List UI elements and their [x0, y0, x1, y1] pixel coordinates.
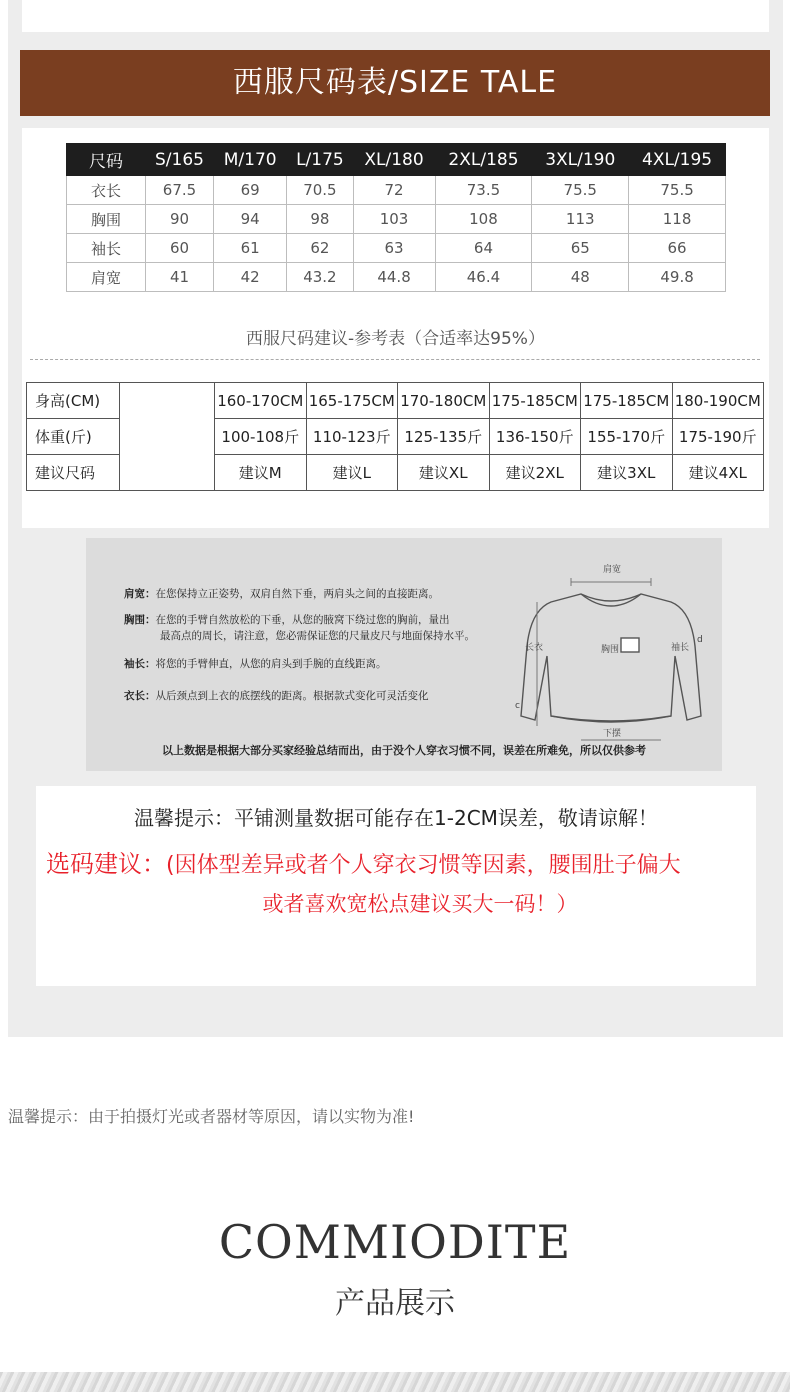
- table-cell: 60: [146, 234, 214, 263]
- row-label: 衣长: [67, 176, 146, 205]
- table-cell: 46.4: [435, 263, 532, 292]
- tip-size-advice-body: (因体型差异或者个人穿衣习惯等因素，腰围肚子偏大: [166, 853, 681, 878]
- table-row: [67, 205, 726, 234]
- label-c: c: [515, 701, 520, 711]
- guide-term: 衣长：: [124, 690, 156, 702]
- table-cell: 175-190斤: [672, 419, 764, 455]
- table-cell: 94: [214, 205, 287, 234]
- table-row: [67, 176, 726, 205]
- table-row: [67, 263, 726, 292]
- guide-shoulder: [124, 586, 439, 602]
- table-cell: 98: [287, 205, 353, 234]
- header-cell: 2XL/185: [435, 144, 532, 176]
- table-cell: 125-135斤: [398, 419, 490, 455]
- table-cell: 165-175CM: [306, 383, 398, 419]
- section-title-cn: 产品展示: [335, 1286, 455, 1321]
- header-cell: L/175: [287, 144, 353, 176]
- tip-size-advice: [46, 844, 681, 879]
- table-cell: 75.5: [532, 176, 629, 205]
- table-cell: 73.5: [435, 176, 532, 205]
- table-cell: 48: [532, 263, 629, 292]
- row-label: 胸围: [67, 205, 146, 234]
- table-cell: 110-123斤: [306, 419, 398, 455]
- blank-cell: [120, 383, 215, 491]
- guide-text: 在您保持立正姿势，双肩自然下垂，两肩头之间的直接距离。: [155, 588, 439, 600]
- label-sleeve: 袖长: [671, 643, 690, 653]
- header-cell: 3XL/190: [532, 144, 629, 176]
- table-cell: 43.2: [287, 263, 353, 292]
- table-cell: 64: [435, 234, 532, 263]
- table-cell: 建议2XL: [489, 455, 581, 491]
- table-cell: 136-150斤: [489, 419, 581, 455]
- table-cell: 160-170CM: [215, 383, 307, 419]
- header-cell: XL/180: [353, 144, 435, 176]
- label-length: 长衣: [525, 643, 544, 653]
- guide-text: 在您的手臂自然放松的下垂，从您的腋窝下绕过您的胸前，量出: [155, 614, 450, 626]
- table-cell: 建议4XL: [672, 455, 764, 491]
- table-cell: 66: [629, 234, 726, 263]
- header-cell: 尺码: [67, 144, 146, 176]
- photo-disclaimer: 温馨提示：由于拍摄灯光或者器材等原因，请以实物为准!: [8, 1107, 415, 1126]
- table-cell: 175-185CM: [489, 383, 581, 419]
- table-cell: 175-185CM: [581, 383, 673, 419]
- guide-text: 将您的手臂伸直，从您的肩头到手腕的直线距离。: [155, 658, 387, 670]
- guide-term: 胸围：: [124, 614, 156, 626]
- table-cell: 61: [214, 234, 287, 263]
- table-cell: 44.8: [353, 263, 435, 292]
- banner-title: 西服尺码表/SIZE TALE: [232, 65, 558, 100]
- table-cell: 建议L: [306, 455, 398, 491]
- table-cell: 62: [287, 234, 353, 263]
- table-cell: 65: [532, 234, 629, 263]
- suggestion-title: 西服尺码建议-参考表（合适率达95%）: [246, 329, 545, 349]
- suggestion-table: [26, 382, 764, 491]
- table-row: [27, 383, 764, 419]
- label-chest: 胸围: [601, 645, 620, 655]
- sweater-diagram: [511, 556, 711, 748]
- guide-term: 袖长：: [124, 658, 156, 670]
- label-hem: 下摆: [603, 729, 622, 739]
- fabric-texture-strip: [0, 1372, 790, 1392]
- table-cell: 69: [214, 176, 287, 205]
- table-cell: 170-180CM: [398, 383, 490, 419]
- row-label: 身高(CM): [27, 383, 120, 419]
- top-white-strip: [22, 0, 769, 32]
- tip-size-advice-head: 选码建议：: [46, 850, 166, 878]
- guide-footer: 以上数据是根据大部分买家经验总结而出，由于没个人穿衣习惯不同，误差在所难免，所以仅供参考: [162, 744, 646, 757]
- tip-size-advice-cont: 或者喜欢宽松点建议买大一码！）: [262, 892, 578, 916]
- size-chart-banner: [20, 50, 770, 116]
- table-cell: 100-108斤: [215, 419, 307, 455]
- guide-text: 从后颈点到上衣的底摆线的距离。根据款式变化可灵活变化: [155, 690, 429, 702]
- table-cell: 75.5: [629, 176, 726, 205]
- dashed-divider: [30, 359, 760, 360]
- table-cell: 42: [214, 263, 287, 292]
- table-cell: 建议XL: [398, 455, 490, 491]
- label-shoulder: 肩宽: [603, 565, 622, 575]
- guide-sleeve: [124, 656, 387, 672]
- header-cell: S/165: [146, 144, 214, 176]
- section-title-en: COMMIODITE: [218, 1215, 572, 1269]
- table-cell: 155-170斤: [581, 419, 673, 455]
- table-cell: 建议3XL: [581, 455, 673, 491]
- table-cell: 建议M: [215, 455, 307, 491]
- table-cell: 118: [629, 205, 726, 234]
- table-cell: 90: [146, 205, 214, 234]
- table-cell: 180-190CM: [672, 383, 764, 419]
- guide-term: 肩宽：: [124, 588, 156, 600]
- row-label: 体重(斤): [27, 419, 120, 455]
- table-cell: 108: [435, 205, 532, 234]
- header-cell: 4XL/195: [629, 144, 726, 176]
- table-cell: 103: [353, 205, 435, 234]
- label-d: d: [697, 635, 703, 645]
- row-label: 建议尺码: [27, 455, 120, 491]
- table-cell: 113: [532, 205, 629, 234]
- guide-chest: [124, 612, 450, 628]
- tip-measurement-error: 温馨提示：平铺测量数据可能存在1-2CM误差，敬请谅解！: [134, 806, 658, 830]
- measurement-guide: [86, 538, 722, 771]
- table-cell: 49.8: [629, 263, 726, 292]
- table-cell: 70.5: [287, 176, 353, 205]
- table-row: [67, 234, 726, 263]
- table-cell: 67.5: [146, 176, 214, 205]
- table-cell: 63: [353, 234, 435, 263]
- row-label: 袖长: [67, 234, 146, 263]
- header-cell: M/170: [214, 144, 287, 176]
- guide-length: [124, 688, 429, 704]
- size-table-header: [67, 144, 726, 176]
- table-cell: 41: [146, 263, 214, 292]
- row-label: 肩宽: [67, 263, 146, 292]
- guide-chest-cont: 最高点的周长，请注意，您必需保证您的尺量皮尺与地面保持水平。: [160, 630, 475, 642]
- table-cell: 72: [353, 176, 435, 205]
- size-table: [66, 143, 726, 292]
